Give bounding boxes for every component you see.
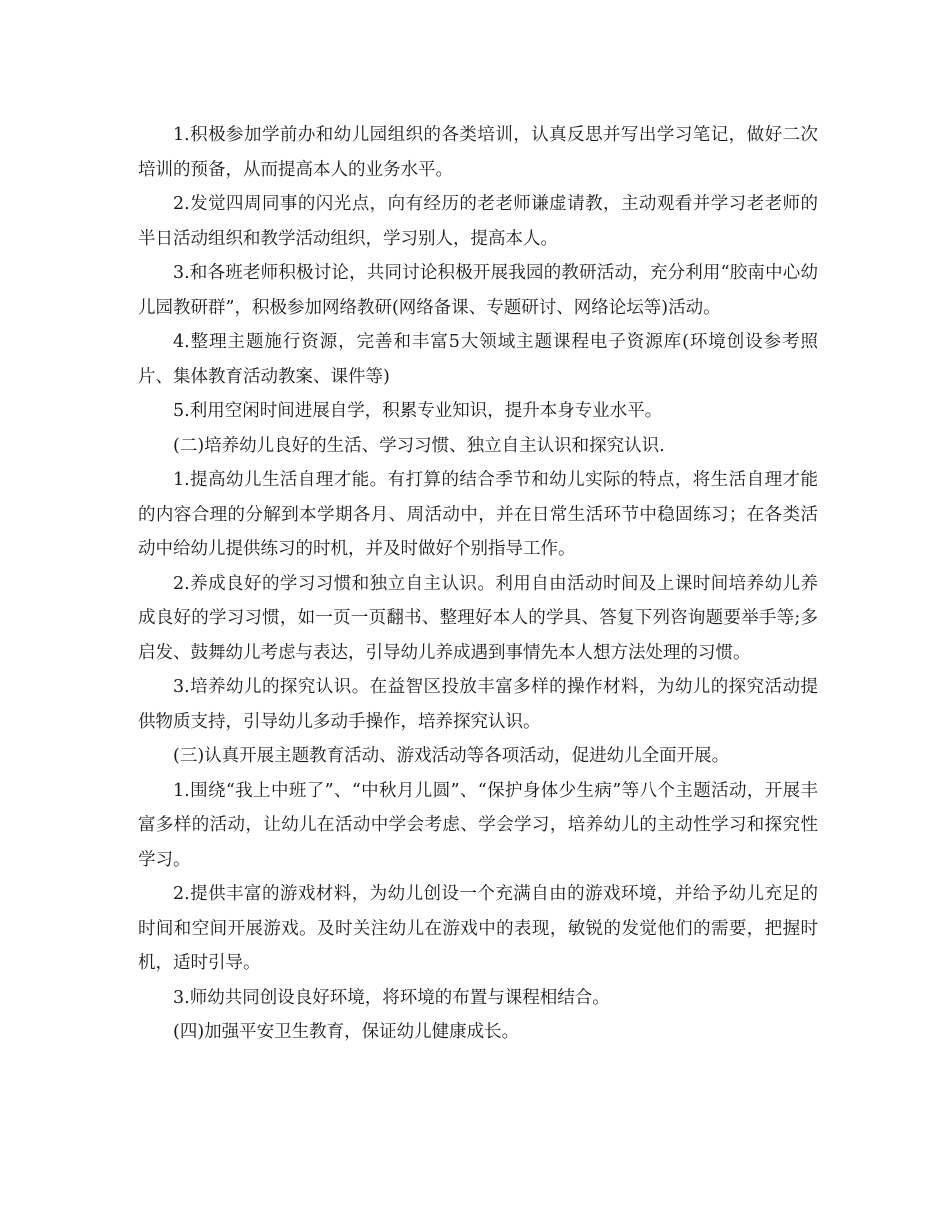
- paragraph-game-materials: 2.提供丰富的游戏材料，为幼儿创设一个充满自由的游戏环境，并给予幼儿充足的时间和空间开展游戏。及时关注幼儿在游戏中的表现，敏锐的发觉他们的需要，把握时机，适时引导。: [138, 884, 818, 973]
- paragraph-environment: 3.师幼共同创设良好环境，将环境的布置与课程相结合。: [173, 987, 610, 1008]
- paragraph-training: 1.积极参加学前办和幼儿园组织的各类培训，认真反思并写出学习笔记，做好二次培训的预备，从而提高本人的业务水平。: [138, 125, 818, 180]
- paragraph-theme-activities: 1.围绕“我上中班了”、“中秋月儿圆”、“保护身体少生病”等八个主题活动，开展丰富多样的活动，让幼儿在活动中学会考虑、学会学习，培养幼儿的主动性学习和探究性学习。: [138, 780, 818, 870]
- paragraph-resource-library: 4.整理主题施行资源，完善和丰富5大领域主题课程电子资源库(环境创设参考照片、集体教育活动教案、课件等): [138, 332, 818, 387]
- paragraph-learn-colleagues: 2.发觉四周同事的闪光点，向有经历的老老师谦虚请教，主动观看并学习老老师的半日活动组织和教学活动组织，学习别人，提高本人。: [138, 194, 818, 249]
- paragraph-self-study: 5.利用空闲时间进展自学，积累专业知识，提升本身专业水平。: [173, 401, 663, 421]
- paragraph-study-habits: 2.养成良好的学习习惯和独立自主认识。利用自由活动时间及上课时间培养幼儿养成良好的学习习惯，如一页一页翻书、整理好本人的学具、答复下列咨询题要举手等;多启发、鼓舞幼儿考虑与表达，引导幼儿养成遇到事情先本人想方法处理的习惯。: [138, 573, 818, 663]
- paragraph-self-care: 1.提高幼儿生活自理才能。有打算的结合季节和幼儿实际的特点，将生活自理才能的内容合理的分解到本学期各月、周活动中，并在日常生活环节中稳固练习；在各类活动中给幼儿提供练习的时机，并及时做好个别指导工作。: [138, 470, 818, 559]
- paragraph-teaching-research: 3.和各班老师积极讨论，共同讨论积极开展我园的教研活动，充分利用“胶南中心幼儿园教研群”，积极参加网络教研(网络备课、专题研讨、网络论坛等)活动。: [138, 263, 818, 318]
- document-body: [138, 118, 818, 1050]
- section-heading-safety: (四)加强平安卫生教育，保证幼儿健康成长。: [173, 1022, 520, 1042]
- section-heading-activities: (三)认真开展主题教育活动、游戏活动等各项活动，促进幼儿全面开展。: [173, 746, 730, 766]
- paragraph-exploration: 3.培养幼儿的探究认识。在益智区投放丰富多样的操作材料，为幼儿的探究活动提供物质支持，引导幼儿多动手操作，培养探究认识。: [138, 677, 818, 732]
- section-heading-habits: (二)培养幼儿良好的生活、学习习惯、独立自主认识和探究认识.: [173, 435, 665, 456]
